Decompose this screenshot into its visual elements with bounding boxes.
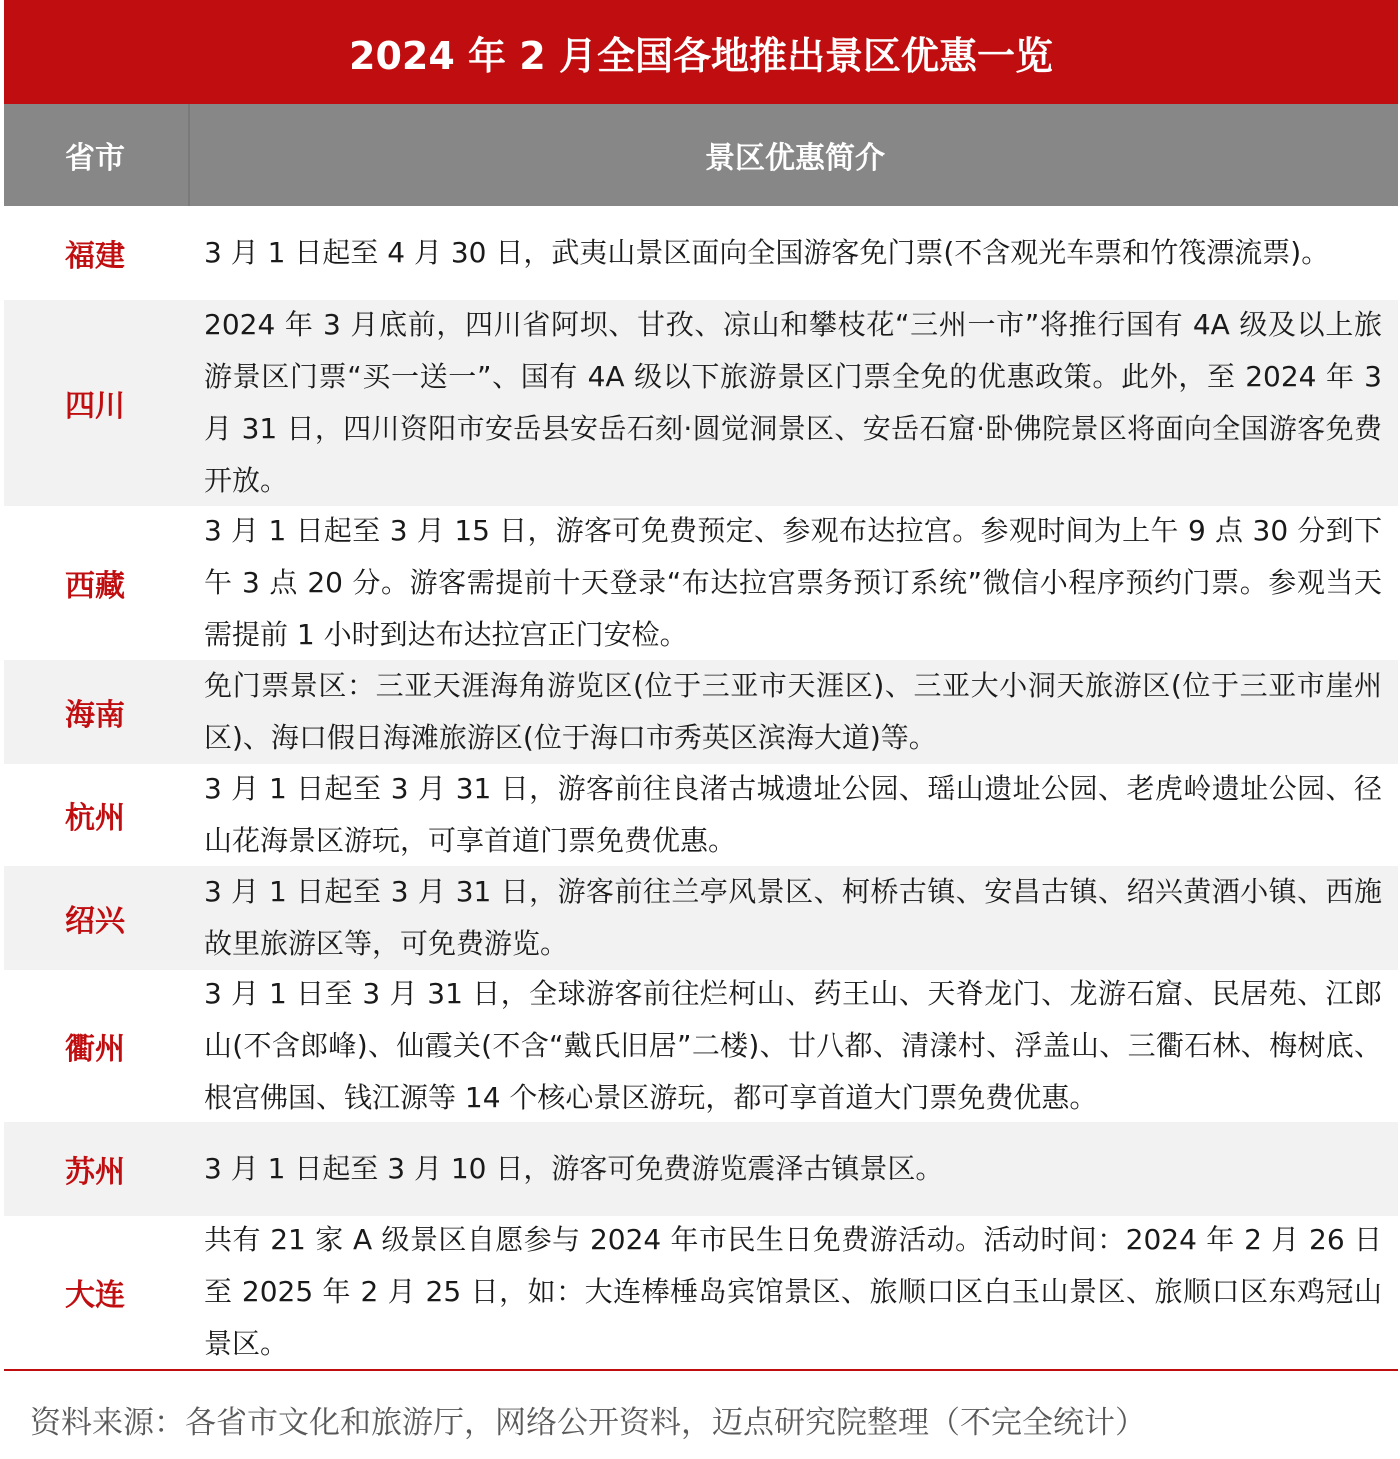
row-province: 福建 [65,239,125,274]
table-row [4,206,1398,300]
table-title [4,0,1398,104]
row-province: 苏州 [65,1155,125,1190]
table-row [4,300,1398,506]
table-row [4,866,1398,970]
table-title-text: 2024 年 2 月全国各地推出景区优惠一览 [349,33,1053,78]
row-province: 衢州 [65,1032,125,1067]
table-row [4,1216,1398,1368]
bottom-rule [4,1369,1398,1371]
row-description: 共有 21 家 A 级景区自愿参与 2024 年市民生日免费游活动。活动时间：2024 年 2 月 26 日至 2025 年 2 月 25 日，如：大连棒棰岛宾馆景区、旅顺口区白玉山景区、旅顺口区东鸡冠山景区。 [204,1223,1382,1360]
row-description: 3 月 1 日起至 4 月 30 日，武夷山景区面向全国游客免门票(不含观光车票和竹筏漂流票)。 [204,236,1330,269]
source-note: 资料来源：各省市文化和旅游厅，网络公开资料，迈点研究院整理（不完全统计） [30,1405,1146,1441]
row-province: 大连 [65,1278,125,1313]
header-province: 省市 [65,141,125,176]
table-row [4,660,1398,764]
header-description: 景区优惠简介 [705,141,885,176]
row-description: 3 月 1 日起至 3 月 31 日，游客前往兰亭风景区、柯桥古镇、安昌古镇、绍兴黄酒小镇、西施故里旅游区等，可免费游览。 [204,875,1382,960]
table-row [4,970,1398,1122]
table-row [4,764,1398,866]
table-row [4,1122,1398,1216]
row-description: 免门票景区：三亚天涯海角游览区(位于三亚市天涯区)、三亚大小洞天旅游区(位于三亚市崖州区)、海口假日海滩旅游区(位于海口市秀英区滨海大道)等。 [204,669,1382,754]
row-province: 海南 [65,698,125,733]
row-description: 3 月 1 日起至 3 月 15 日，游客可免费预定、参观布达拉宫。参观时间为上午 9 点 30 分到下午 3 点 20 分。游客需提前十天登录“布达拉宫票务预订系统”微信小程序预约门票。参观当天需提前 1 小时到达布达拉宫正门安检。 [204,514,1382,651]
table-header [4,104,1398,206]
table-row [4,506,1398,660]
row-description: 3 月 1 日起至 3 月 10 日，游客可免费游览震泽古镇景区。 [204,1152,944,1185]
header-divider [188,104,190,206]
row-province: 绍兴 [65,904,125,939]
row-description: 2024 年 3 月底前，四川省阿坝、甘孜、凉山和攀枝花“三州一市”将推行国有 4A 级及以上旅游景区门票“买一送一”、国有 4A 级以下旅游景区门票全免的优惠政策。此外，至 2024 年 3 月 31 日，四川资阳市安岳县安岳石刻·圆觉洞景区、安岳石窟·卧佛院景区将面向全国游客免费开放。 [204,308,1382,497]
row-description: 3 月 1 日起至 3 月 31 日，游客前往良渚古城遗址公园、瑶山遗址公园、老虎岭遗址公园、径山花海景区游玩，可享首道门票免费优惠。 [204,772,1382,857]
row-description: 3 月 1 日至 3 月 31 日，全球游客前往烂柯山、药王山、天脊龙门、龙游石窟、民居苑、江郎山(不含郎峰)、仙霞关(不含“戴氏旧居”二楼)、廿八都、清漾村、浮盖山、三衢石林、梅树底、根宫佛国、钱江源等 14 个核心景区游玩，都可享首道大门票免费优惠。 [204,977,1382,1114]
row-province: 杭州 [65,801,125,836]
row-province: 四川 [65,389,125,424]
row-province: 西藏 [65,569,125,604]
